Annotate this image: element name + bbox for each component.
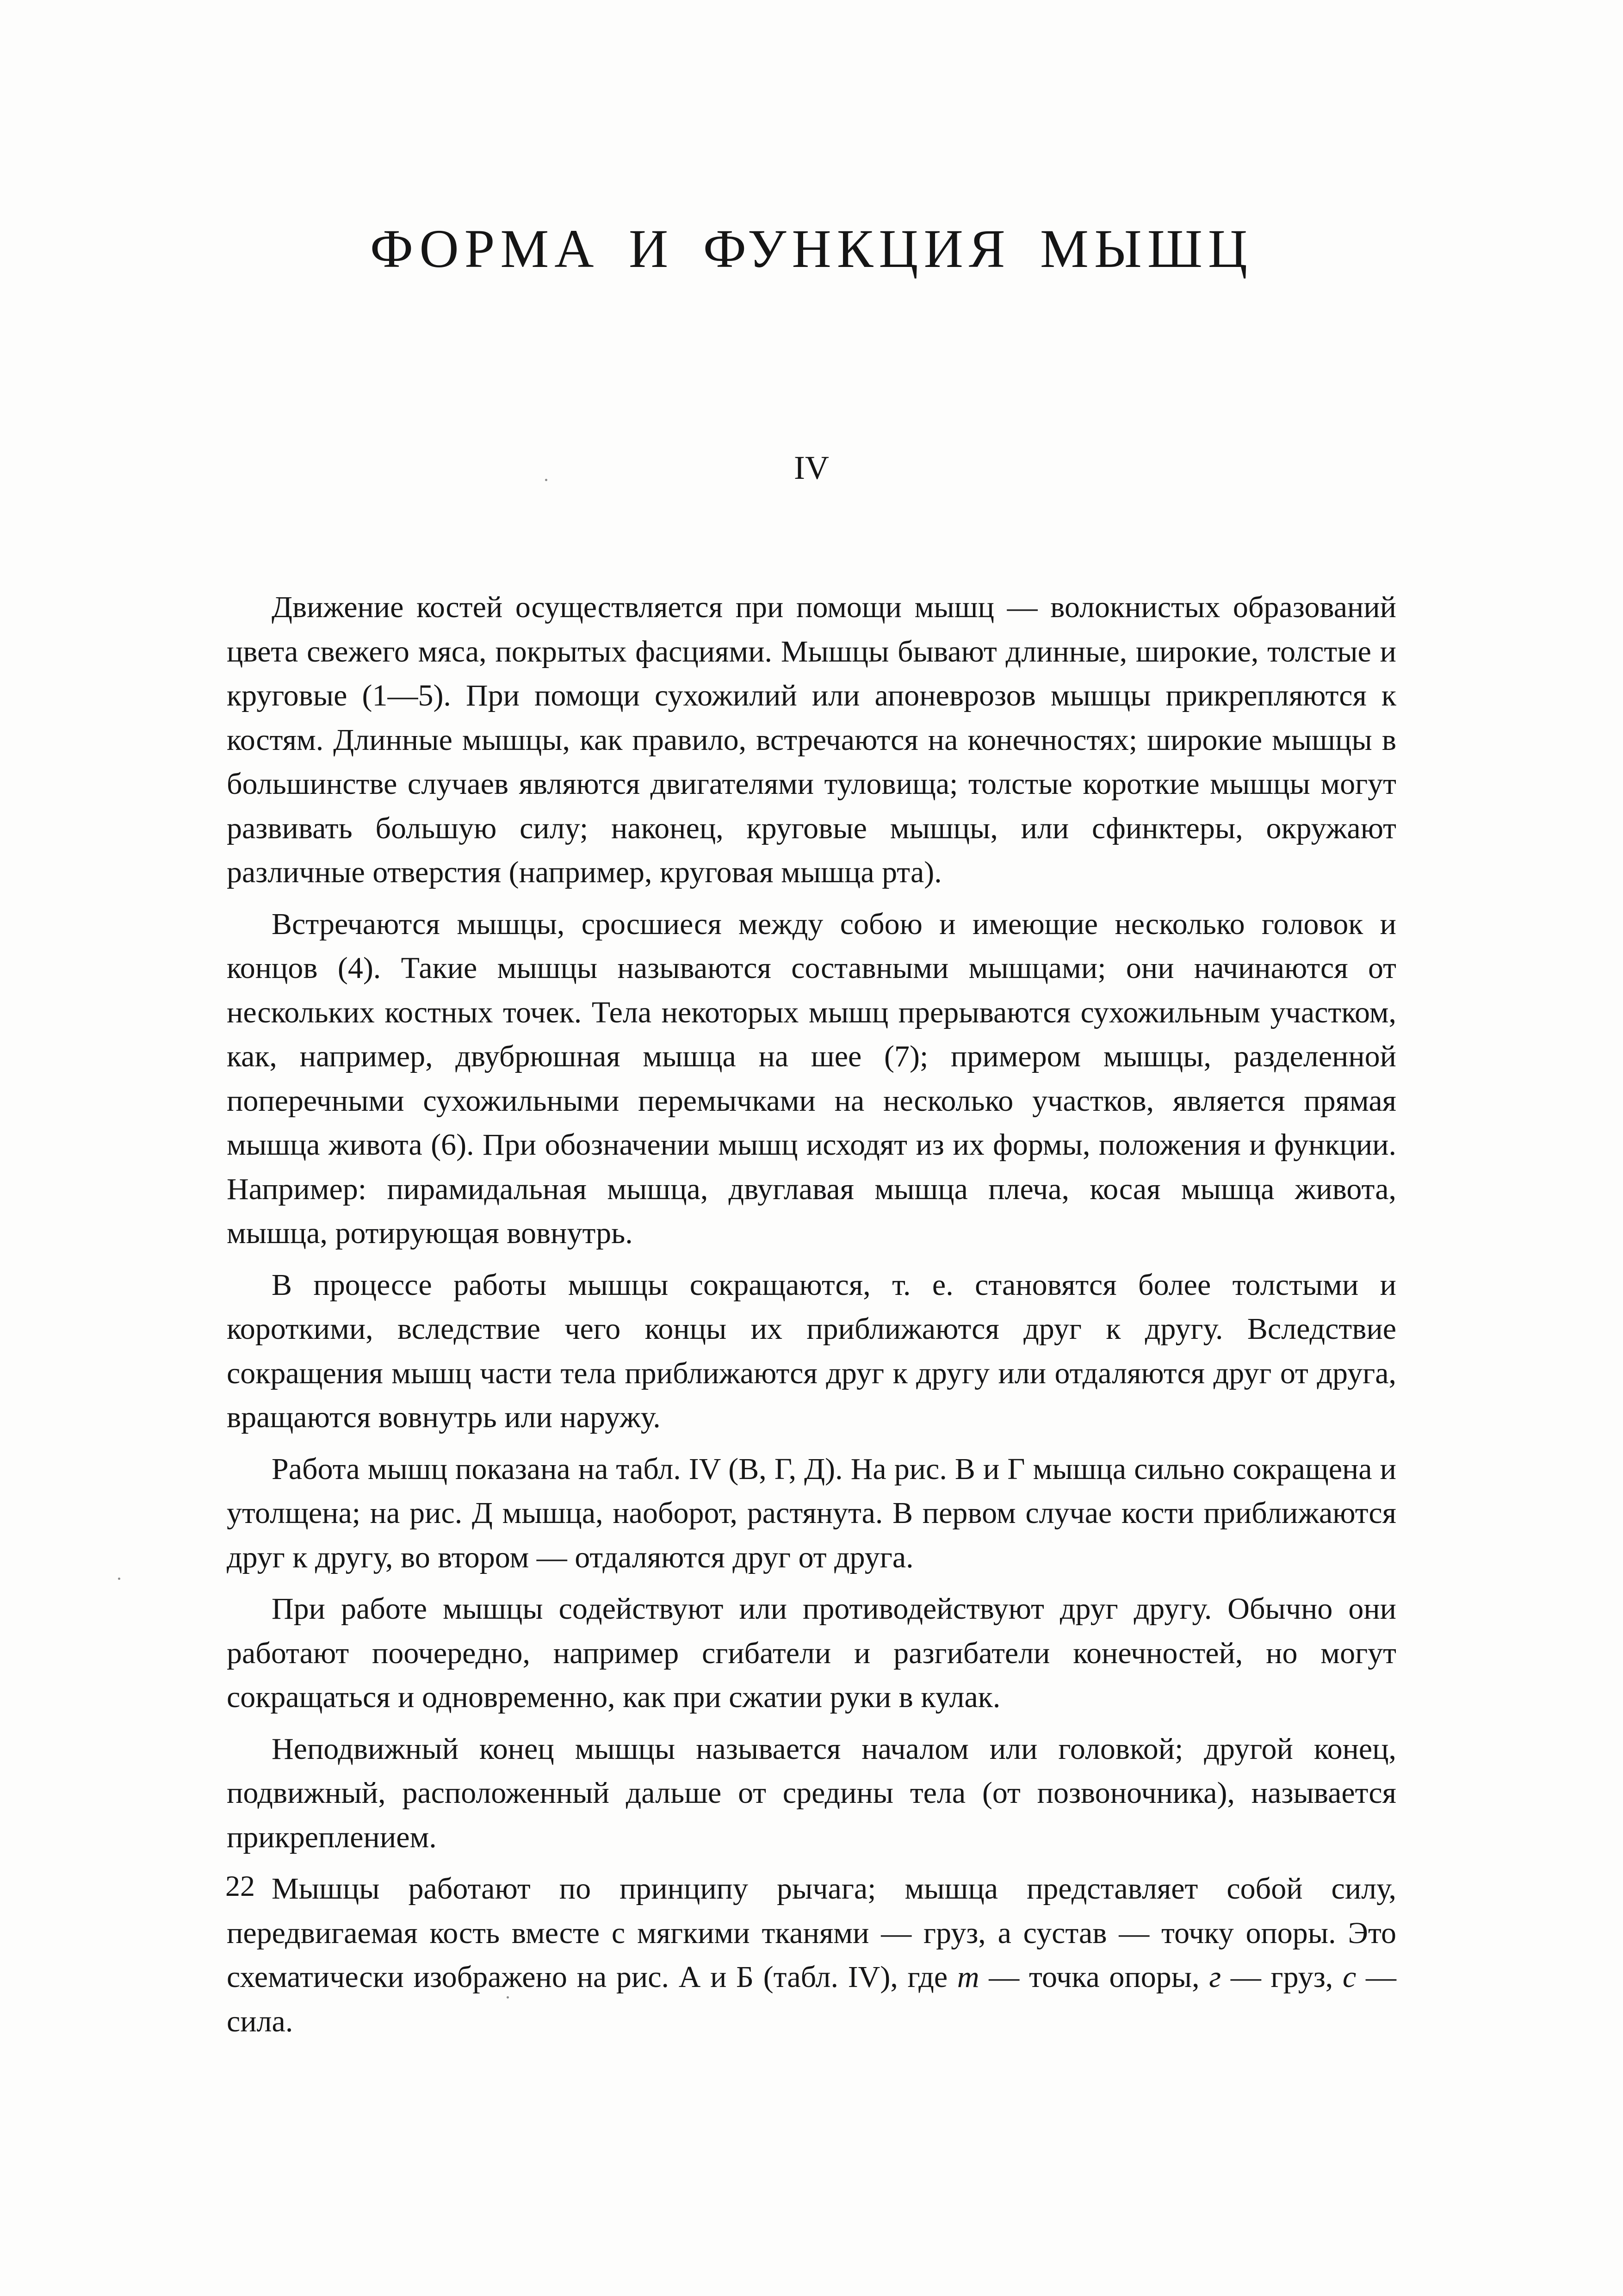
paragraph: При работе мышцы содействуют или противодействуют друг другу. Обычно они работают поочередно, например сгибатели и разгибатели конечностей, но могут сокращаться и одновременно, как при сжатии руки в кулак. [227, 1592, 1396, 1714]
definition-g: — груз, [1221, 1960, 1333, 1994]
page-number: 22 [225, 1869, 255, 1902]
paragraph: Встречаются мышцы, сросшиеся между собою и имеющие несколько головок и концов (4). Такие мышцы называются составными мышцами; они начинаются от нескольких костных точек. Тела некоторых мышц прерываются сухожильным участком, как, например, двубрюшная мышца на шее (7); примером мышцы, разделенной поперечными сухожильными перемычками на несколько участков, является прямая мышца живота (6). При обозначении мышц исходят из их формы, положения и функции. Например: пирамидальная мышца, двуглавая мышца плеча, косая мышца живота, мышца, ротирующая вовнутрь. [227, 907, 1396, 1250]
scan-speck [507, 1996, 509, 1999]
scan-speck [118, 1578, 120, 1580]
chapter-title: ФОРМА И ФУНКЦИЯ МЫШЦ [370, 218, 1253, 279]
paragraph: Движение костей осуществляется при помощи мышц — волокнистых образований цвета свежего мяса, покрытых фасциями. Мышцы бывают длинные, широкие, толстые и круговые (1—5). При помощи сухожилий или апоневрозов мышцы прикрепляются к костям. Длинные мышцы, как правило, встречаются на конечностях; широкие мышцы в большинстве случаев являются двигателями туловища; толстые короткие мышцы могут развивать большую силу; наконец, круговые мышцы, или сфинктеры, окружают различные отверстия (например, круговая мышца рта). [227, 590, 1396, 889]
definition-s: — сила. [227, 1960, 1396, 2038]
paragraph: Неподвижный конец мышцы называется началом или головкой; другой конец, подвижный, расположенный дальше от средины тела (от позвоночника), называется прикреплением. [227, 1732, 1396, 1854]
body-text [227, 585, 1396, 2051]
symbol-t: т [957, 1960, 979, 1994]
scan-speck [545, 479, 547, 481]
paragraph-last [227, 1867, 1396, 2043]
paragraph: В процессе работы мышцы сокращаются, т. е. становятся более толстыми и короткими, вследствие чего концы их приближаются друг к другу. Вследствие сокращения мышц части тела приближаются друг к другу или отдаляются друг от друга, вращаются вовнутрь или наружу. [227, 1268, 1396, 1434]
symbol-s: с [1343, 1960, 1357, 1994]
section-numeral: IV [794, 449, 829, 486]
paragraph-last-intro: Мышцы работают по принципу рычага; мышца представляет собой силу, передвигаемая кость вместе с мягкими тканями — груз, а сустав — точку опоры. Это схематически изображено на рис. А и Б (табл. IV), где [227, 1872, 1396, 1994]
symbol-g: г [1209, 1960, 1221, 1994]
paragraph: Работа мышц показана на табл. IV (В, Г, Д). На рис. В и Г мышца сильно сокращена и утолщена; на рис. Д мышца, наоборот, растянута. В первом случае кости приближаются друг к другу, во втором — отдаляются друг от друга. [227, 1452, 1396, 1574]
definition-t: — точка опоры, [979, 1960, 1200, 1994]
